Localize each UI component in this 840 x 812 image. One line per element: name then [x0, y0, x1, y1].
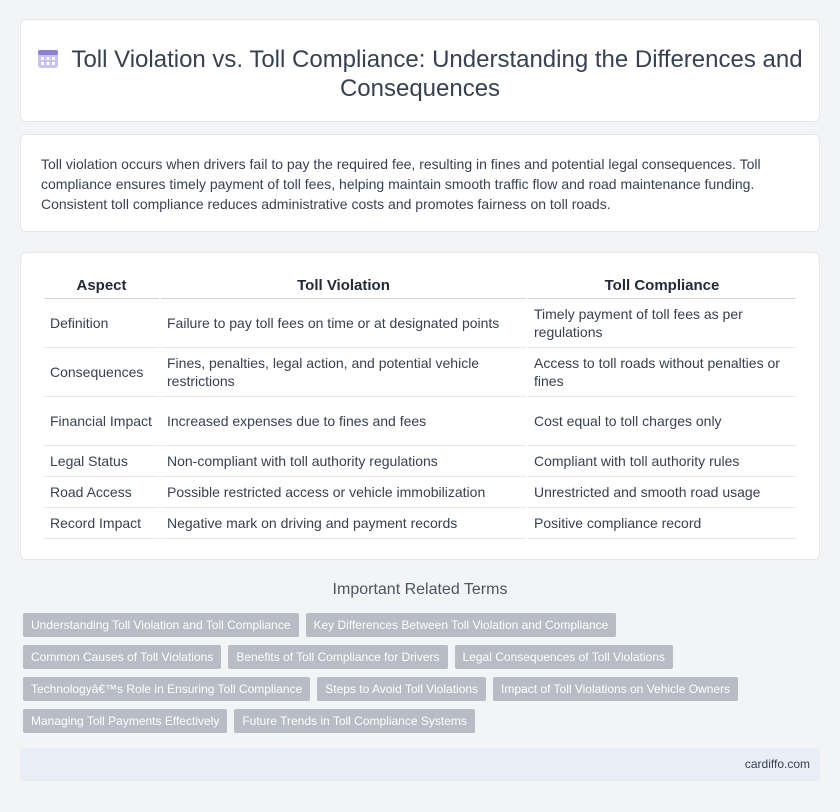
- cell-compliance: Timely payment of toll fees as per regulations: [528, 299, 796, 348]
- cell-aspect: Legal Status: [44, 446, 159, 477]
- cell-compliance: Unrestricted and smooth road usage: [528, 477, 796, 508]
- cell-violation: Failure to pay toll fees on time or at designated points: [161, 299, 526, 348]
- table-row: [44, 299, 796, 348]
- cell-compliance: Compliant with toll authority rules: [528, 446, 796, 477]
- cell-aspect: Definition: [44, 299, 159, 348]
- page-title: Toll Violation vs. Toll Compliance: Understanding the Differences and Consequences: [71, 46, 803, 102]
- cell-aspect: Road Access: [44, 477, 159, 508]
- footer: [20, 748, 820, 781]
- related-term-tag[interactable]: Common Causes of Toll Violations: [23, 645, 221, 669]
- cell-violation: Non-compliant with toll authority regulations: [161, 446, 526, 477]
- cell-compliance: Positive compliance record: [528, 508, 796, 539]
- page-title-wrap: [21, 45, 819, 103]
- table-row: [44, 508, 796, 539]
- header-toll-compliance: Toll Compliance: [528, 273, 796, 299]
- calendar-icon: [37, 47, 59, 69]
- related-term-tag[interactable]: Impact of Toll Violations on Vehicle Owners: [493, 677, 738, 701]
- related-term-tag[interactable]: Technologyâ€™s Role in Ensuring Toll Compliance: [23, 677, 310, 701]
- intro-card: [20, 134, 820, 232]
- related-terms-heading: Important Related Terms: [332, 581, 508, 598]
- cell-violation: Fines, penalties, legal action, and potential vehicle restrictions: [161, 348, 526, 397]
- related-term-tag[interactable]: Future Trends in Toll Compliance Systems: [234, 709, 475, 733]
- comparison-card: [20, 252, 820, 560]
- title-card: [20, 19, 820, 122]
- intro-text: Toll violation occurs when drivers fail to pay the required fee, resulting in fines and potential legal consequences. Toll compliance ensures timely payment of toll fees, helping maintain smooth traffic flow and road maintenance funding. Consistent toll compliance reduces administrative costs and promotes fairness on toll roads.: [41, 156, 761, 212]
- related-term-tag[interactable]: Key Differences Between Toll Violation and Compliance: [306, 613, 617, 637]
- table-row: [44, 446, 796, 477]
- cell-aspect: Consequences: [44, 348, 159, 397]
- table-row: [44, 477, 796, 508]
- cell-violation: Increased expenses due to fines and fees: [161, 397, 526, 446]
- header-toll-violation: Toll Violation: [161, 273, 526, 299]
- related-term-tag[interactable]: Legal Consequences of Toll Violations: [455, 645, 673, 669]
- related-terms-list: [23, 613, 743, 741]
- related-term-tag[interactable]: Understanding Toll Violation and Toll Compliance: [23, 613, 299, 637]
- cell-compliance: Cost equal to toll charges only: [528, 397, 796, 446]
- footer-site-link[interactable]: cardiffo.com: [744, 757, 810, 771]
- related-term-tag[interactable]: Managing Toll Payments Effectively: [23, 709, 227, 733]
- table-header-row: [44, 273, 796, 299]
- related-term-tag[interactable]: Steps to Avoid Toll Violations: [317, 677, 486, 701]
- cell-aspect: Financial Impact: [44, 397, 159, 446]
- table-row: [44, 348, 796, 397]
- table-row: [44, 397, 796, 446]
- cell-compliance: Access to toll roads without penalties or fines: [528, 348, 796, 397]
- cell-violation: Possible restricted access or vehicle immobilization: [161, 477, 526, 508]
- cell-violation: Negative mark on driving and payment records: [161, 508, 526, 539]
- cell-aspect: Record Impact: [44, 508, 159, 539]
- related-term-tag[interactable]: Benefits of Toll Compliance for Drivers: [228, 645, 447, 669]
- header-aspect: Aspect: [44, 273, 159, 299]
- comparison-table: [42, 273, 798, 539]
